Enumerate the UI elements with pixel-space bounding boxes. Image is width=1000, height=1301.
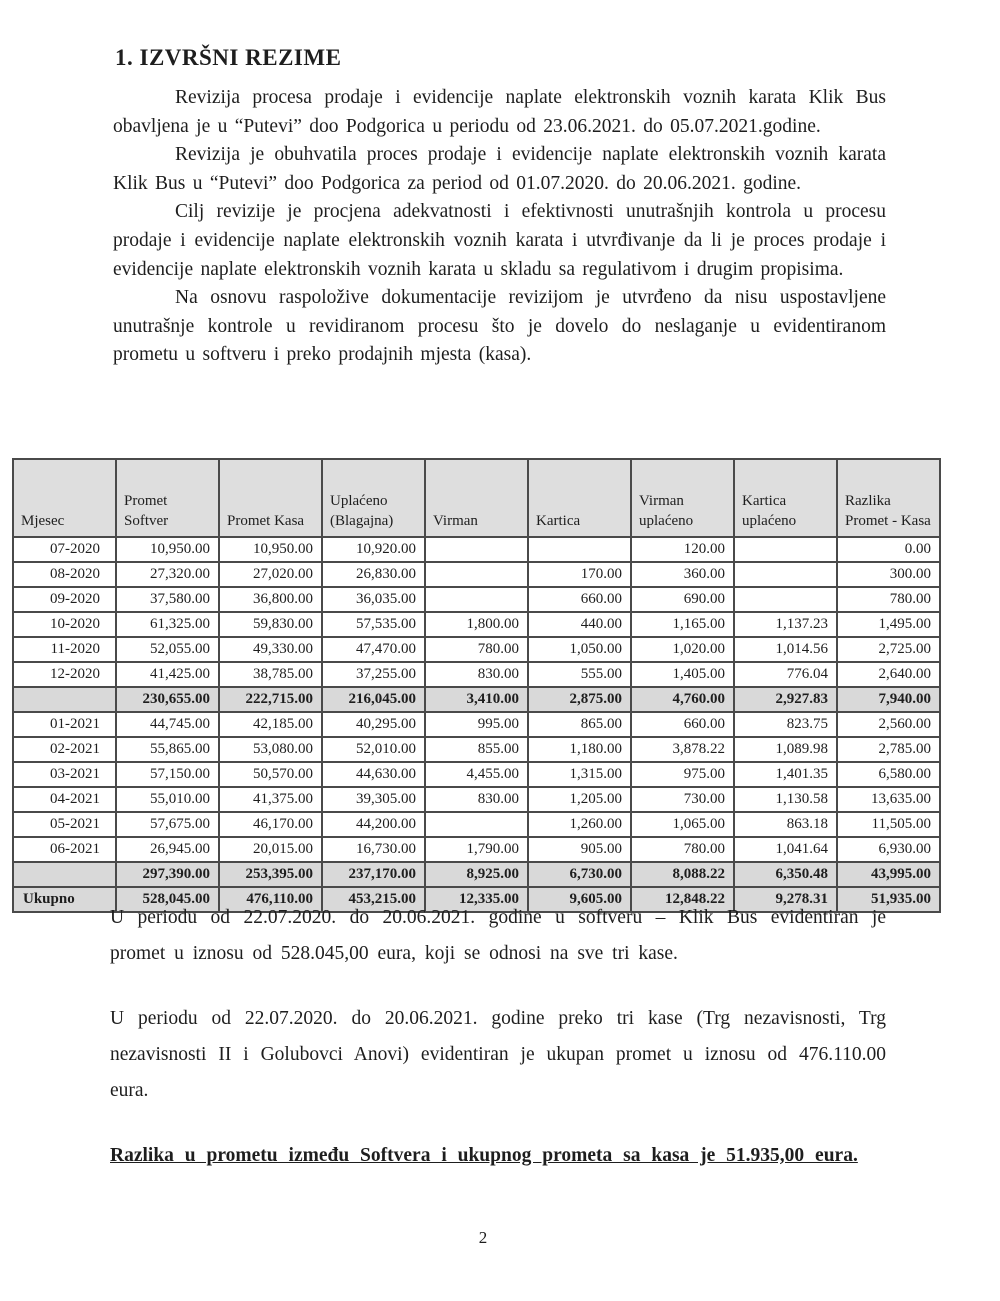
value-cell: 730.00 <box>631 787 734 812</box>
revenue-table-wrap <box>12 458 941 913</box>
paragraph: Revizija procesa prodaje i evidencije naplate elektronskih voznih karata Klik Bus obavljena je u “Putevi” doo Podgorica u periodu od 23.06.2021. do 05.07.2021.godine. <box>113 87 886 137</box>
month-cell: 02-2021 <box>13 737 116 762</box>
value-cell: 49,330.00 <box>219 637 322 662</box>
value-cell: 47,470.00 <box>322 637 425 662</box>
value-cell: 1,800.00 <box>425 612 528 637</box>
value-cell: 1,041.64 <box>734 837 837 862</box>
value-cell: 44,630.00 <box>322 762 425 787</box>
month-cell: 08-2020 <box>13 562 116 587</box>
value-cell: 27,020.00 <box>219 562 322 587</box>
value-cell: 2,785.00 <box>837 737 940 762</box>
value-cell: 44,200.00 <box>322 812 425 837</box>
table-row <box>13 662 940 687</box>
value-cell: 10,950.00 <box>219 537 322 562</box>
value-cell: 528,045.00 <box>116 887 219 912</box>
month-cell <box>13 687 116 712</box>
value-cell: 13,635.00 <box>837 787 940 812</box>
value-cell: 1,020.00 <box>631 637 734 662</box>
value-cell: 776.04 <box>734 662 837 687</box>
value-cell: 52,010.00 <box>322 737 425 762</box>
value-cell: 55,865.00 <box>116 737 219 762</box>
value-cell: 1,165.00 <box>631 612 734 637</box>
value-cell: 12,848.22 <box>631 887 734 912</box>
value-cell: 863.18 <box>734 812 837 837</box>
value-cell: 36,800.00 <box>219 587 322 612</box>
value-cell: 57,150.00 <box>116 762 219 787</box>
table-row <box>13 762 940 787</box>
revenue-table <box>12 458 941 913</box>
summary-paragraphs <box>110 900 886 1203</box>
value-cell <box>734 587 837 612</box>
value-cell: 855.00 <box>425 737 528 762</box>
month-cell: 09-2020 <box>13 587 116 612</box>
value-cell: 1,260.00 <box>528 812 631 837</box>
value-cell: 26,830.00 <box>322 562 425 587</box>
value-cell: 37,580.00 <box>116 587 219 612</box>
value-cell: 43,995.00 <box>837 862 940 887</box>
value-cell: 1,790.00 <box>425 837 528 862</box>
value-cell: 865.00 <box>528 712 631 737</box>
value-cell: 9,605.00 <box>528 887 631 912</box>
value-cell: 1,065.00 <box>631 812 734 837</box>
month-cell: 07-2020 <box>13 537 116 562</box>
value-cell <box>425 812 528 837</box>
intro-paragraphs <box>113 84 886 370</box>
value-cell: 0.00 <box>837 537 940 562</box>
paragraph: U periodu od 22.07.2020. do 20.06.2021. godine preko tri kase (Trg nezavisnosti, Trg nezavisnosti II i Golubovci Anovi) evidentiran je ukupan promet u iznosu od 476.110.00 eura. <box>110 1008 886 1101</box>
value-cell: 53,080.00 <box>219 737 322 762</box>
value-cell: 230,655.00 <box>116 687 219 712</box>
value-cell: 1,401.35 <box>734 762 837 787</box>
value-cell: 38,785.00 <box>219 662 322 687</box>
paragraph: Cilj revizije je procjena adekvatnosti i efektivnosti unutrašnjih kontrola u procesu prodaje i evidencije naplate elektronskih voznih karata i utvrđivanje da li je proces prodaje i evidencije naplate elektronskih voznih karata u skladu sa regulativom i drugim propisima. <box>113 201 886 280</box>
paragraph: Na osnovu raspoložive dokumentacije revizijom je utvrđeno da nisu uspostavljene unutrašnje kontrole u revidiranom procesu što je dovelo do neslaganje u evidentiranom prometu u softveru i preko prodajnih mjesta (kasa). <box>113 287 886 366</box>
value-cell: 57,535.00 <box>322 612 425 637</box>
value-cell: 253,395.00 <box>219 862 322 887</box>
value-cell: 6,730.00 <box>528 862 631 887</box>
section-title: 1. IZVRŠNI REZIME <box>115 45 342 71</box>
table-row <box>13 562 940 587</box>
month-cell: 06-2021 <box>13 837 116 862</box>
value-cell: 780.00 <box>425 637 528 662</box>
value-cell: 780.00 <box>837 587 940 612</box>
value-cell: 297,390.00 <box>116 862 219 887</box>
table-subtotal-row <box>13 862 940 887</box>
value-cell: 476,110.00 <box>219 887 322 912</box>
value-cell: 61,325.00 <box>116 612 219 637</box>
value-cell: 995.00 <box>425 712 528 737</box>
column-header-mjesec: Mjesec <box>13 459 116 537</box>
value-cell: 690.00 <box>631 587 734 612</box>
value-cell <box>425 587 528 612</box>
value-cell: 1,180.00 <box>528 737 631 762</box>
paragraph: Revizija je obuhvatila proces prodaje i evidencije naplate elektronskih voznih karata Klik Bus u “Putevi” doo Podgorica za period od 01.07.2020. do 20.06.2021. godine. <box>113 144 886 194</box>
value-cell: 36,035.00 <box>322 587 425 612</box>
column-header-promet-softver: Promet Softver <box>116 459 219 537</box>
month-cell: 10-2020 <box>13 612 116 637</box>
value-cell: 46,170.00 <box>219 812 322 837</box>
column-header-promet-kasa: Promet Kasa <box>219 459 322 537</box>
value-cell: 16,730.00 <box>322 837 425 862</box>
value-cell: 2,927.83 <box>734 687 837 712</box>
value-cell: 9,278.31 <box>734 887 837 912</box>
value-cell: 440.00 <box>528 612 631 637</box>
value-cell: 555.00 <box>528 662 631 687</box>
value-cell: 6,350.48 <box>734 862 837 887</box>
value-cell: 8,925.00 <box>425 862 528 887</box>
value-cell <box>425 537 528 562</box>
column-header-virman: Virman <box>425 459 528 537</box>
value-cell: 12,335.00 <box>425 887 528 912</box>
value-cell: 6,580.00 <box>837 762 940 787</box>
page-number: 2 <box>478 1228 488 1247</box>
value-cell: 660.00 <box>528 587 631 612</box>
value-cell: 1,050.00 <box>528 637 631 662</box>
value-cell: 41,425.00 <box>116 662 219 687</box>
value-cell: 2,640.00 <box>837 662 940 687</box>
table-row <box>13 537 940 562</box>
value-cell: 1,089.98 <box>734 737 837 762</box>
value-cell <box>425 562 528 587</box>
value-cell: 300.00 <box>837 562 940 587</box>
value-cell: 4,455.00 <box>425 762 528 787</box>
value-cell: 830.00 <box>425 662 528 687</box>
table-row <box>13 837 940 862</box>
month-cell: 01-2021 <box>13 712 116 737</box>
table-row <box>13 612 940 637</box>
column-header-uplaceno-blagajna: Uplaćeno (Blagajna) <box>322 459 425 537</box>
value-cell: 11,505.00 <box>837 812 940 837</box>
value-cell: 1,405.00 <box>631 662 734 687</box>
value-cell: 10,950.00 <box>116 537 219 562</box>
month-cell <box>13 862 116 887</box>
column-header-kartica-uplaceno: Kartica uplaćeno <box>734 459 837 537</box>
value-cell: 51,935.00 <box>837 887 940 912</box>
value-cell: 40,295.00 <box>322 712 425 737</box>
value-cell: 660.00 <box>631 712 734 737</box>
month-cell: 11-2020 <box>13 637 116 662</box>
value-cell: 975.00 <box>631 762 734 787</box>
conclusion-note: Razlika u prometu između Softvera i ukupnog prometa sa kasa je 51.935,00 eura. <box>110 1145 858 1166</box>
value-cell: 1,315.00 <box>528 762 631 787</box>
value-cell: 1,495.00 <box>837 612 940 637</box>
paragraph: U periodu od 22.07.2020. do 20.06.2021. godine u softveru – Klik Bus evidentiran je promet u iznosu od 528.045,00 eura, koji se odnosi na sve tri kase. <box>110 907 886 964</box>
table-row <box>13 787 940 812</box>
value-cell: 237,170.00 <box>322 862 425 887</box>
value-cell: 1,137.23 <box>734 612 837 637</box>
value-cell: 42,185.00 <box>219 712 322 737</box>
month-cell: 05-2021 <box>13 812 116 837</box>
table-row <box>13 712 940 737</box>
value-cell: 39,305.00 <box>322 787 425 812</box>
value-cell: 780.00 <box>631 837 734 862</box>
column-header-razlika: Razlika Promet - Kasa <box>837 459 940 537</box>
value-cell: 55,010.00 <box>116 787 219 812</box>
month-cell: Ukupno <box>13 887 116 912</box>
value-cell: 3,878.22 <box>631 737 734 762</box>
value-cell: 20,015.00 <box>219 837 322 862</box>
value-cell: 52,055.00 <box>116 637 219 662</box>
value-cell: 41,375.00 <box>219 787 322 812</box>
value-cell: 1,014.56 <box>734 637 837 662</box>
value-cell: 4,760.00 <box>631 687 734 712</box>
value-cell: 453,215.00 <box>322 887 425 912</box>
table-header-row <box>13 459 940 537</box>
table-row <box>13 737 940 762</box>
value-cell: 7,940.00 <box>837 687 940 712</box>
value-cell: 2,725.00 <box>837 637 940 662</box>
value-cell <box>734 537 837 562</box>
value-cell: 2,560.00 <box>837 712 940 737</box>
value-cell: 120.00 <box>631 537 734 562</box>
value-cell <box>528 537 631 562</box>
value-cell <box>734 562 837 587</box>
value-cell: 6,930.00 <box>837 837 940 862</box>
value-cell: 8,088.22 <box>631 862 734 887</box>
value-cell: 59,830.00 <box>219 612 322 637</box>
value-cell: 170.00 <box>528 562 631 587</box>
month-cell: 03-2021 <box>13 762 116 787</box>
value-cell: 57,675.00 <box>116 812 219 837</box>
value-cell: 1,130.58 <box>734 787 837 812</box>
value-cell: 1,205.00 <box>528 787 631 812</box>
value-cell: 27,320.00 <box>116 562 219 587</box>
month-cell: 04-2021 <box>13 787 116 812</box>
table-row <box>13 587 940 612</box>
column-header-virman-uplaceno: Virman uplaćeno <box>631 459 734 537</box>
value-cell: 3,410.00 <box>425 687 528 712</box>
value-cell: 44,745.00 <box>116 712 219 737</box>
table-subtotal-row <box>13 687 940 712</box>
value-cell: 50,570.00 <box>219 762 322 787</box>
value-cell: 222,715.00 <box>219 687 322 712</box>
table-body <box>13 537 940 912</box>
value-cell: 905.00 <box>528 837 631 862</box>
month-cell: 12-2020 <box>13 662 116 687</box>
value-cell: 830.00 <box>425 787 528 812</box>
value-cell: 360.00 <box>631 562 734 587</box>
column-header-kartica: Kartica <box>528 459 631 537</box>
table-row <box>13 637 940 662</box>
value-cell: 823.75 <box>734 712 837 737</box>
value-cell: 26,945.00 <box>116 837 219 862</box>
table-row <box>13 812 940 837</box>
value-cell: 2,875.00 <box>528 687 631 712</box>
value-cell: 216,045.00 <box>322 687 425 712</box>
value-cell: 37,255.00 <box>322 662 425 687</box>
value-cell: 10,920.00 <box>322 537 425 562</box>
